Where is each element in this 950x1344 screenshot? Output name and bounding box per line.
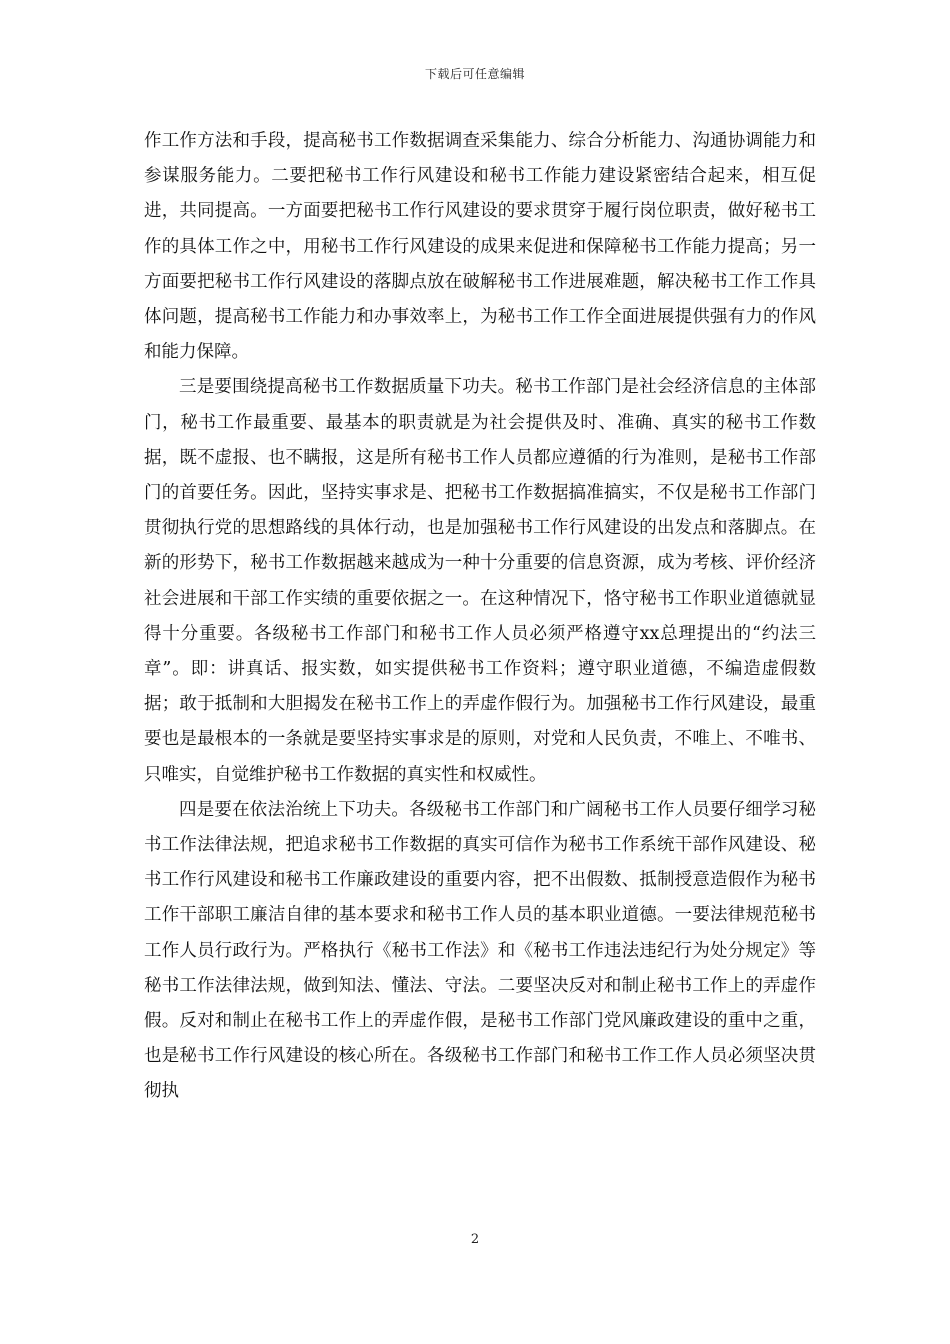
page-header: 下载后可任意编辑 bbox=[424, 67, 525, 81]
paragraph-rule-of-law: 四是要在依法治统上下功夫。各级秘书工作部门和广阔秘书工作人员要仔细学习秘书工作法律法规，把追求秘书工作数据的真实可信作为秘书工作系统干部作风建设、秘书工作行风建设和秘书工作廉政建设的重要内容，把不出假数、抵制授意造假作为秘书工作干部职工廉洁自律的基本要求和秘书工作人员的基本职业道德。一要法律规范秘书工作人员行政行为。严格执行《秘书工作法》和《秘书工作违法违纪行为处分规定》等秘书工作法律法规，做到知法、懂法、守法。二要坚决反对和制止秘书工作上的弄虚作假。反对和制止在秘书工作上的弄虚作假，是秘书工作部门党风廉政建设的重中之重，也是秘书工作行风建设的核心所在。各级秘书工作部门和秘书工作工作人员必须坚决贯彻执 bbox=[144, 799, 816, 1102]
paragraph-continuation: 作工作方法和手段，提高秘书工作数据调查采集能力、综合分析能力、沟通协调能力和参谋服务能力。二要把秘书工作行风建设和秘书工作能力建设紧密结合起来，相互促进，共同提高。一方面要把秘书工作行风建设的要求贯穿于履行岗位职责，做好秘书工作的具体工作之中，用秘书工作行风建设的成果来促进和保障秘书工作能力提高；另一方面要把秘书工作行风建设的落脚点放在破解秘书工作进展难题，解决秘书工作工作具体问题，提高秘书工作能力和办事效率上，为秘书工作工作全面进展提供强有力的作风和能力保障。 bbox=[144, 131, 816, 363]
page-number: 2 bbox=[470, 1232, 480, 1247]
document-body bbox=[144, 124, 816, 1110]
paragraph-data-quality: 三是要围绕提高秘书工作数据质量下功夫。秘书工作部门是社会经济信息的主体部门，秘书工作最重要、最基本的职责就是为社会提供及时、准确、真实的秘书工作数据，既不虚报、也不瞒报，这是所有秘书工作人员都应遵循的行为准则，是秘书工作部门的首要任务。因此，坚持实事求是、把秘书工作数据搞准搞实，不仅是秘书工作部门贯彻执行党的思想路线的具体行动，也是加强秘书工作行风建设的出发点和落脚点。在新的形势下，秘书工作数据越来越成为一种十分重要的信息资源，成为考核、评价经济社会进展和干部工作实绩的重要依据之一。在这种情况下，恪守秘书工作职业道德就显得十分重要。各级秘书工作部门和秘书工作人员必须严格遵守xx总理提出的“约法三章”。即：讲真话、报实数，如实提供秘书工作资料；遵守职业道德，不编造虚假数据；敢于抵制和大胆揭发在秘书工作上的弄虚作假行为。加强秘书工作行风建设，最重要也是最根本的一条就是要坚持实事求是的原则，对党和人民负责，不唯上、不唯书、只唯实，自觉维护秘书工作数据的真实性和权威性。 bbox=[144, 377, 816, 785]
